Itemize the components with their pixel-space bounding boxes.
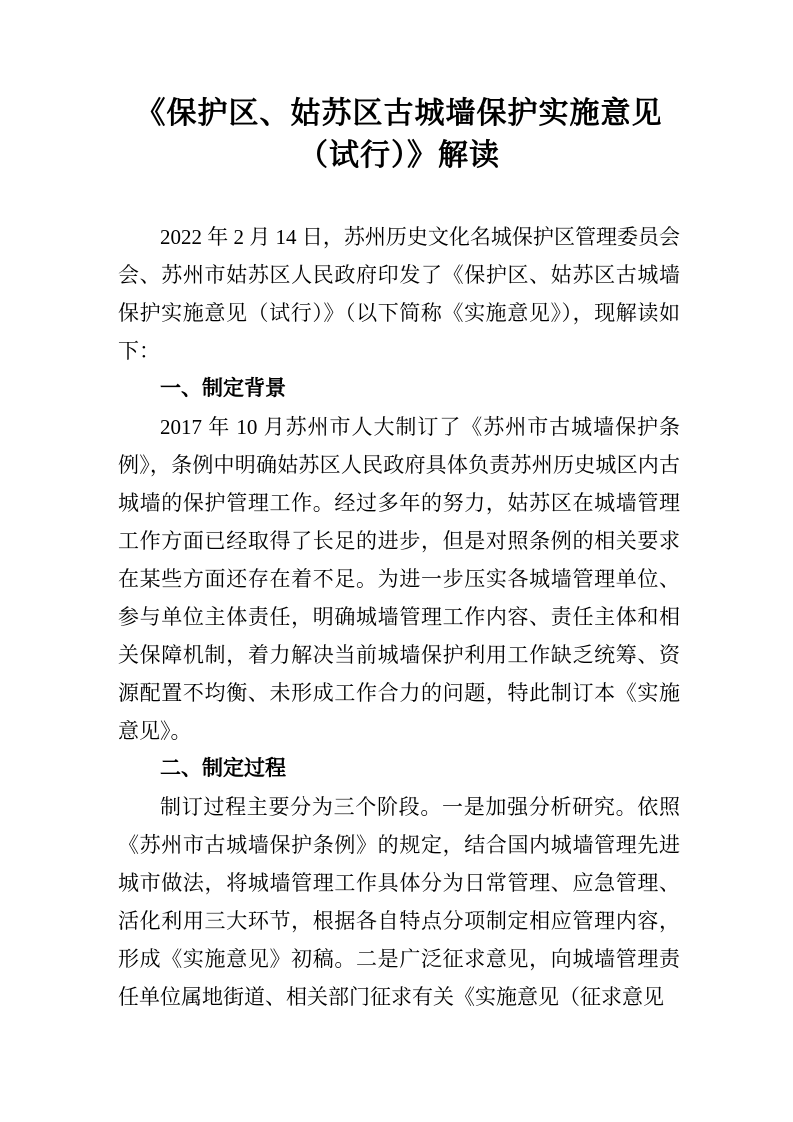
document-title (118, 93, 680, 177)
intro-paragraph: 2022 年 2 月 14 日，苏州历史文化名城保护区管理委员会会、苏州市姑苏区人民政府印发了《保护区、姑苏区古城墙保护实施意见（试行）》（以下简称《实施意见》），现解读如下： (118, 225, 680, 363)
section-heading-process: 二、制定过程 (160, 757, 286, 780)
section-heading-background: 一、制定背景 (160, 377, 286, 400)
process-paragraph: 制订过程主要分为三个阶段。一是加强分析研究。依照《苏州市古城墙保护条例》的规定，结合国内城墙管理先进城市做法，将城墙管理工作具体分为日常管理、应急管理、活化利用三大环节，根据各自特点分项制定相应管理内容，形成《实施意见》初稿。二是广泛征求意见，向城墙管理责任单位属地街道、相关部门征求有关《实施意见（征求意见 (118, 795, 680, 1009)
document-title-line-1: 《保护区、姑苏区古城墙保护实施意见 (135, 97, 663, 130)
document-body (118, 218, 680, 1016)
background-paragraph: 2017 年 10 月苏州市人大制订了《苏州市古城墙保护条例》，条例中明确姑苏区人民政府具体负责苏州历史城区内古城墙的保护管理工作。经过多年的努力，姑苏区在城墙管理工作方面已经取得了长足的进步，但是对照条例的相关要求在某些方面还存在着不足。为进一步压实各城墙管理单位、参与单位主体责任，明确城墙管理工作内容、责任主体和相关保障机制，着力解决当前城墙保护利用工作缺乏统筹、资源配置不均衡、未形成工作合力的问题，特此制订本《实施意见》。 (118, 415, 680, 743)
document-title-line-2: （试行）》解读 (298, 139, 500, 172)
